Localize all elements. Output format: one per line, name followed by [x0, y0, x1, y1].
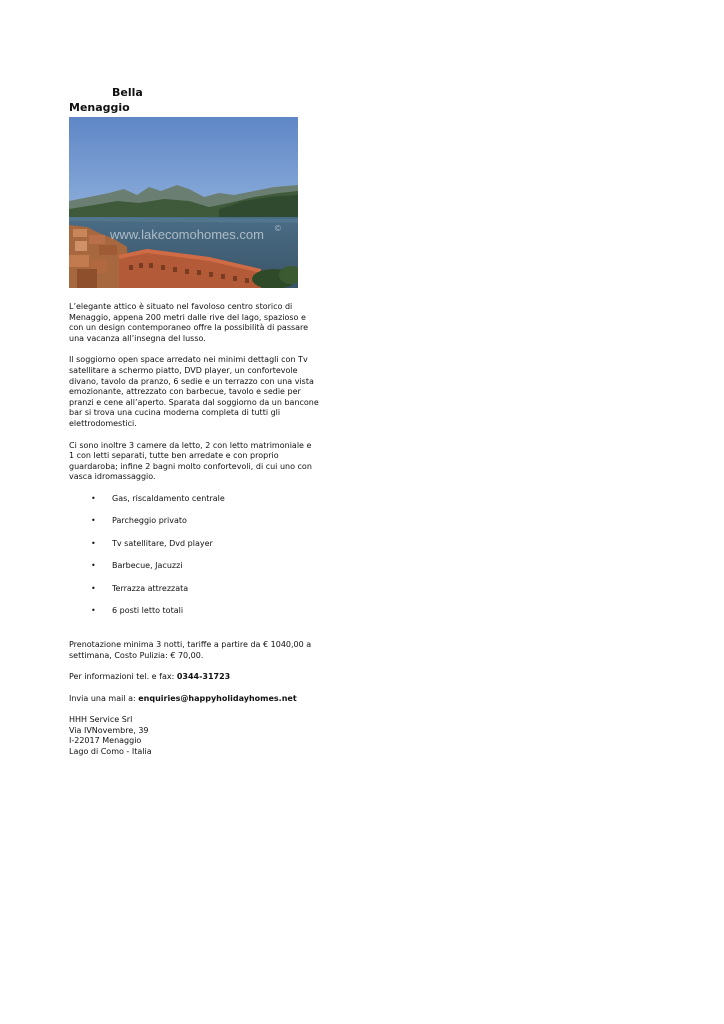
list-item — [69, 539, 319, 562]
bullet-icon: • — [91, 561, 96, 571]
title-line-2: Menaggio — [69, 101, 130, 114]
email-address[interactable]: enquiries@happyholidayhomes.net — [138, 693, 297, 703]
booking-info: Prenotazione minima 3 notti, tariffe a partire da € 1040,00 a settimana, Costo Pulizia: € 70,00. — [69, 639, 312, 660]
photo-copyright: © — [275, 224, 281, 233]
feature-text: 6 posti letto totali — [112, 606, 184, 616]
feature-text: Gas, riscaldamento centrale — [112, 493, 225, 503]
bullet-icon: • — [91, 538, 96, 548]
paragraph-living-room: Il soggiorno open space arredato nei minimi dettagli con Tv satellitare a schermo piatto, DVD player, un confortevole divano, tavolo da pranzo, 6 sedie e un terrazzo con una vista emozionante, attrezzato con barbecue, tavolo e sedie per pranzi e cene all’aperto. Sparata dal soggiorno da un bancone bar si trova una cucina moderna completa di tutti gli elettrodomestici. — [69, 355, 319, 428]
feature-text: Tv satellitare, Dvd player — [112, 538, 213, 548]
phone-number: 0344-31723 — [176, 672, 231, 682]
features-list — [69, 494, 319, 629]
paragraph-bedrooms: Ci sono inoltre 3 camere da letto, 2 con letto matrimoniale e 1 con letti separati, tutte ben arredate e con proprio guardaroba; infine 2 bagni molto confortevoli, di cui uno con vasca idromassaggio. — [69, 440, 312, 482]
bullet-icon: • — [91, 583, 96, 593]
company-address — [69, 715, 319, 757]
description-body — [69, 302, 319, 758]
address-company: HHH Service Srl — [69, 715, 133, 725]
phone-label: Per informazioni tel. e fax: — [69, 672, 177, 682]
feature-text: Terrazza attrezzata — [112, 583, 189, 593]
email-line — [69, 694, 319, 705]
address-city: I-22017 Menaggio — [69, 736, 142, 746]
list-item — [69, 584, 319, 607]
list-item — [69, 516, 319, 539]
title-line-1: Bella — [112, 86, 143, 99]
paragraph-intro: L’elegante attico è situato nel favoloso centro storico di Menaggio, appena 200 metri dalle rive del lago, spazioso e con un design contemporaneo offre la possibilità di passare una vacanza all’insegna del lusso. — [69, 302, 309, 343]
photo-watermark: www.lakecomohomes.com — [110, 227, 264, 242]
lake-photo — [69, 117, 298, 288]
email-label: Invia una mail a: — [69, 693, 139, 703]
address-street: Via IVNovembre, 39 — [69, 725, 149, 735]
bullet-icon: • — [91, 493, 96, 503]
feature-text: Barbecue, Jacuzzi — [112, 561, 183, 571]
feature-text: Parcheggio privato — [112, 516, 187, 526]
list-item — [69, 606, 319, 629]
list-item — [69, 494, 319, 517]
phone-line — [69, 672, 319, 683]
list-item — [69, 561, 319, 584]
bullet-icon: • — [91, 606, 96, 616]
address-region: Lago di Como - Italia — [69, 747, 152, 757]
bullet-icon: • — [91, 516, 96, 526]
